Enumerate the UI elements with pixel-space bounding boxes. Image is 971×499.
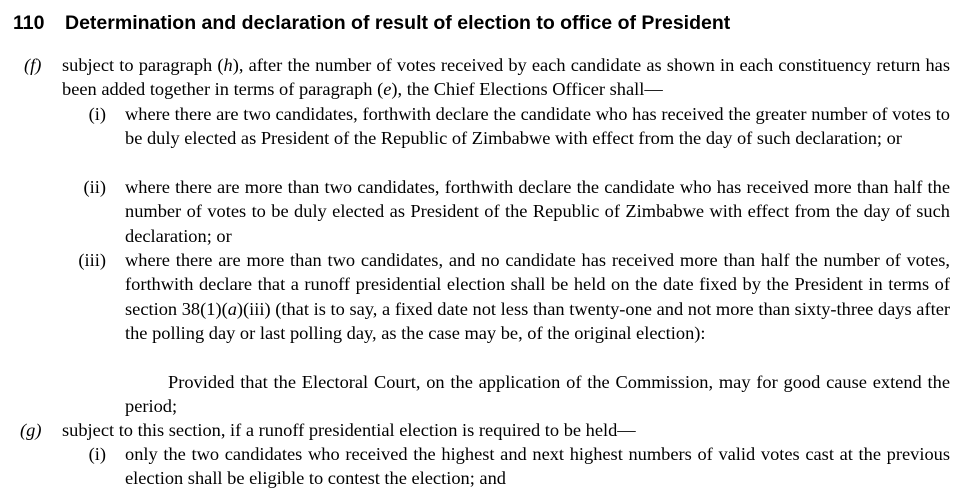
italic-reference: h — [223, 55, 233, 75]
subparagraph-f-i-text: where there are two candidates, forthwith declare the candidate who has received the greater number of votes to be duly elected as President of the Republic of Zimbabwe with effect from the day of such declaration; or — [125, 104, 950, 149]
subparagraph-g-i-label: (i) — [88, 444, 106, 464]
section-number: 110 — [13, 12, 45, 34]
subparagraph-f-ii-text: where there are more than two candidates, forthwith declare the candidate who has received more than half the number of votes to be duly elected as President of the Republic of Zimbabwe with effect from the day of such declaration; or — [125, 177, 950, 246]
paragraph-f-text — [62, 53, 950, 102]
section-heading — [13, 10, 730, 36]
italic-reference: e — [383, 79, 392, 100]
subparagraph-f-iii-label: (iii) — [78, 250, 106, 270]
paragraph-g-label: (g) — [20, 420, 42, 440]
italic-reference: a — [227, 298, 237, 319]
paragraph-f — [0, 53, 971, 103]
subparagraph-f-iii-text: where there are more than two candidates, and no candidate has received more than half the number of votes, forthwith declare that a runoff presidential election shall be held on the date fixed by the President in terms of section 38(1)(a)(iii) (that is to say, a fixed date not less than twenty-one and not more than sixty-three days after the polling day or last polling day, as the case may be, of the original election): — [125, 250, 950, 344]
proviso: Provided that the Electoral Court, on the application of the Commission, may for good cause extend the period; — [125, 372, 950, 417]
paragraph-f-label: (f) — [24, 55, 42, 75]
subparagraph-f-ii-label: (ii) — [83, 177, 106, 197]
section-title: Determination and declaration of result of election to office of President — [65, 12, 731, 34]
subparagraph-f-i-label: (i) — [88, 104, 106, 124]
paragraph-g-text: subject to this section, if a runoff presidential election is required to be held— — [62, 420, 636, 440]
subparagraph-g-i-text: only the two candidates who received the highest and next highest numbers of valid votes cast at the previous election shall be eligible to contest the election; and — [125, 444, 950, 489]
paragraph-f-body: subject to paragraph (h), after the number of votes received by each candidate as shown in each constituency return has been added together in terms of paragraph (e), the Chief Elections Officer shall— — [62, 55, 950, 100]
